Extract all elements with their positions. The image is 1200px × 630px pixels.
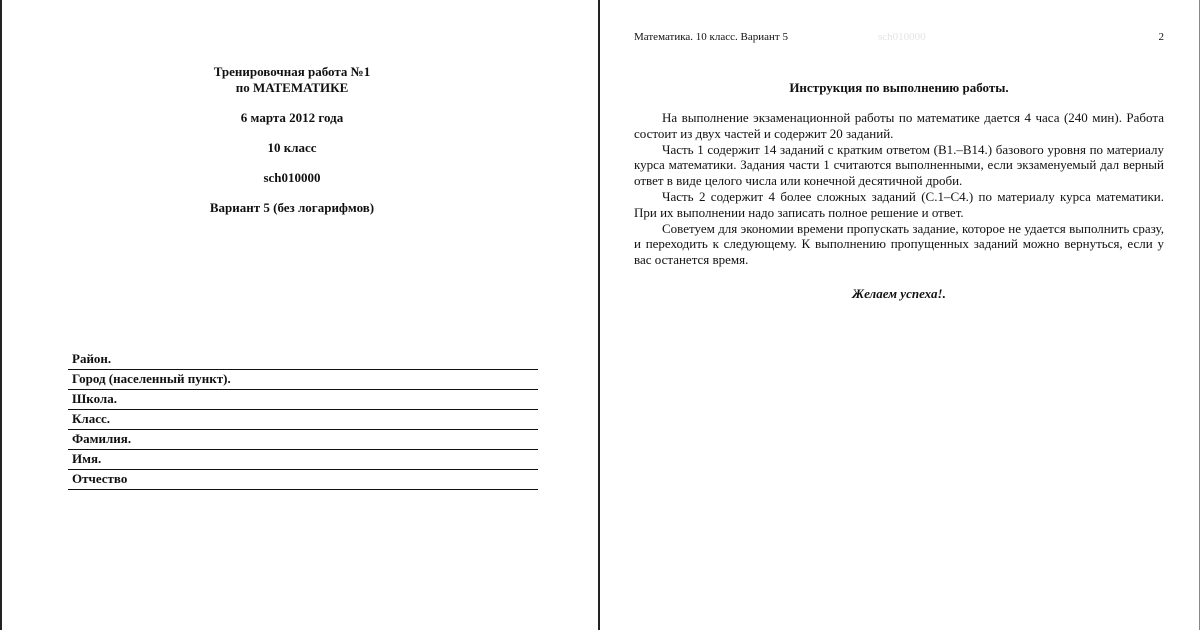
school-code: sch010000 xyxy=(263,170,321,185)
watermark: sch010000 xyxy=(878,31,926,43)
instructions-title: Инструкция по выполнению работы. xyxy=(789,80,1009,95)
field-class: Класс. xyxy=(68,410,538,430)
exam-date: 6 марта 2012 года xyxy=(240,110,344,125)
paragraph-duration: На выполнение экзаменационной работы по математике дается 4 часа (240 мин). Работа состоит из двух частей и содержит 20 заданий. xyxy=(634,110,1164,141)
field-surname: Фамилия. xyxy=(68,430,538,450)
subject-title: по МАТЕМАТИКЕ xyxy=(235,80,349,95)
field-name: Имя. xyxy=(68,450,538,470)
paragraph-part-1: Часть 1 содержит 14 заданий с кратким ответом (В1.–В14.) базового уровня по материалу курса математики. Задания части 1 считаются выполненными, если экзаменуемый дал верный ответ в виде целого числа или конечной десятичной дроби. xyxy=(634,141,1164,189)
field-district: Район. xyxy=(68,350,538,370)
variant-label: Вариант 5 (без логарифмов) xyxy=(209,200,375,215)
field-patronymic: Отчество xyxy=(68,470,538,490)
paragraph-part-2: Часть 2 содержит 4 более сложных заданий (С.1–С4.) по материалу курса математики. При их выполнении надо записать полное решение и ответ. xyxy=(634,188,1164,220)
page-number: 2 xyxy=(1158,31,1164,43)
title-block xyxy=(112,64,472,216)
work-title: Тренировочная работа №1 xyxy=(213,64,371,79)
grade-label: 10 класс xyxy=(267,140,317,155)
running-head-title: Математика. 10 класс. Вариант 5 xyxy=(634,31,788,43)
student-info-form xyxy=(68,350,538,490)
closing-wish: Желаем успеха!. xyxy=(852,286,946,301)
field-city: Город (населенный пункт). xyxy=(68,370,538,390)
field-school: Школа. xyxy=(68,390,538,410)
instructions-body xyxy=(634,110,1164,268)
instructions-page xyxy=(600,0,1200,630)
paragraph-advice: Советуем для экономии времени пропускать задание, которое не удается выполнить сразу, и переходить к следующему. К выполнению пропущенных заданий можно вернуться, если у вас останется время. xyxy=(634,220,1164,268)
